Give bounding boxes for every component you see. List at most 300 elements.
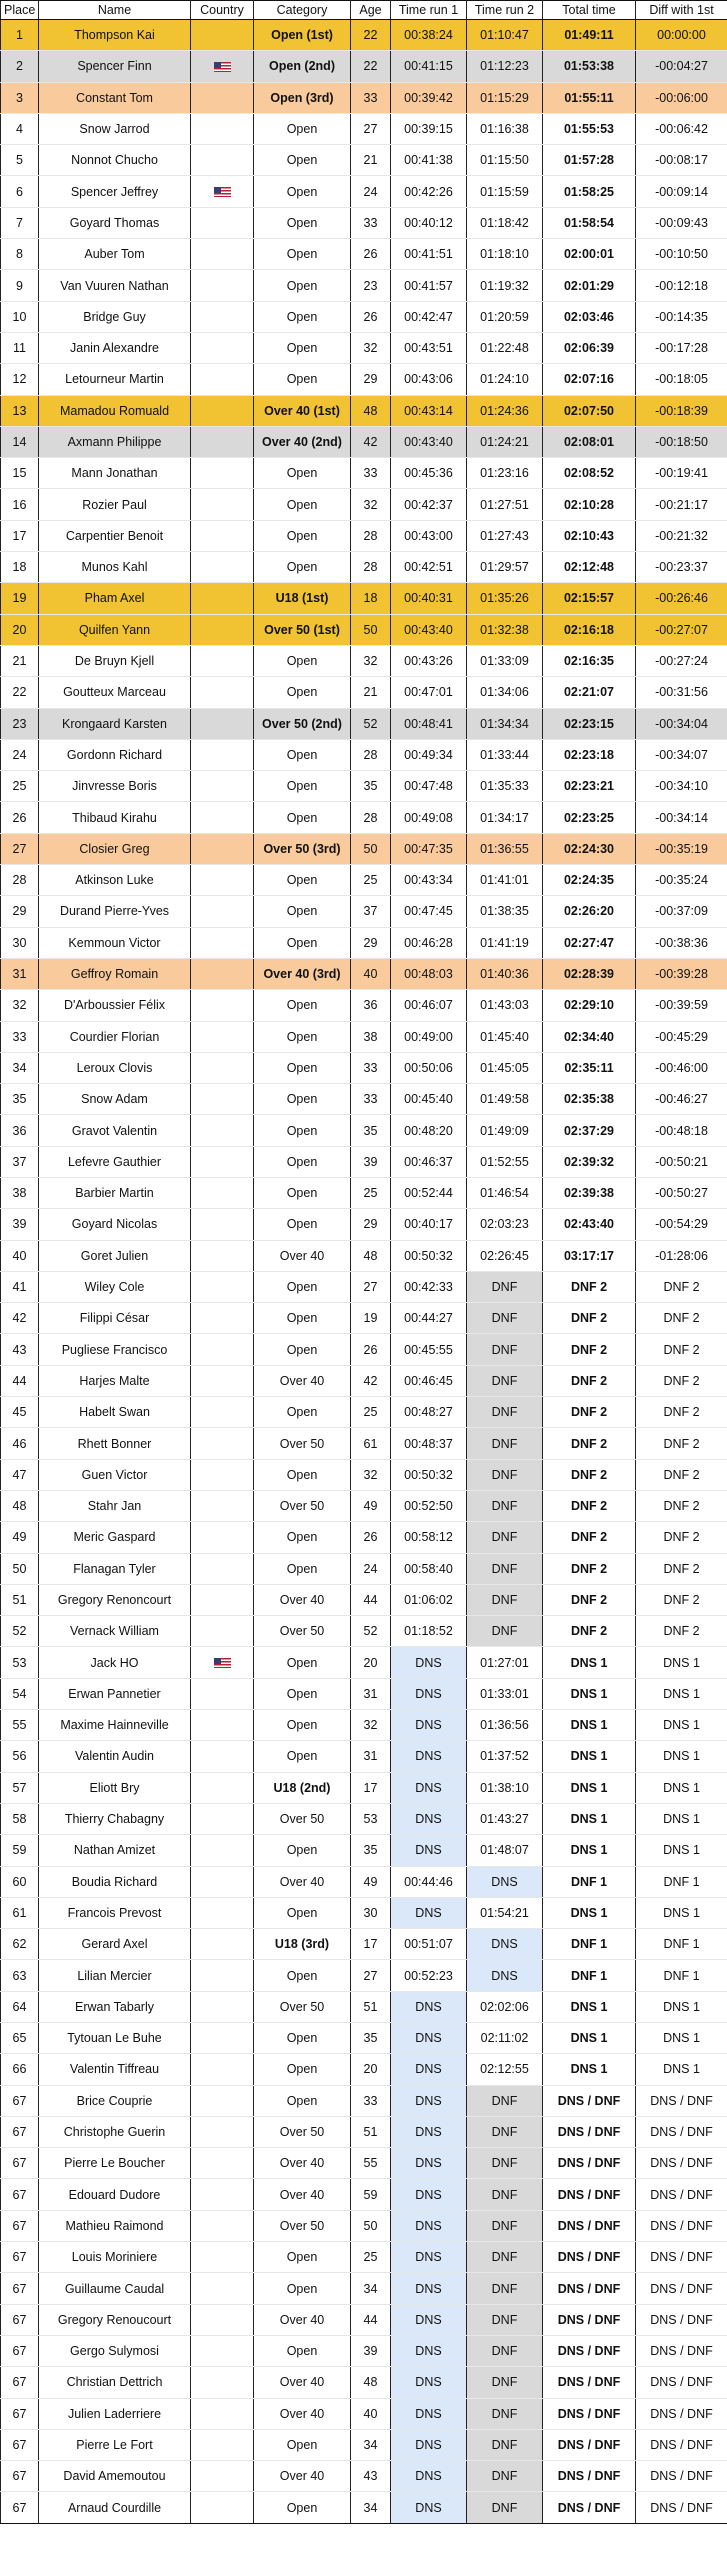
name-cell: Edouard Dudore [39,2179,191,2210]
total-time-cell: 02:12:48 [543,552,636,583]
age-cell: 26 [351,1334,391,1365]
country-cell [191,270,254,301]
table-row [1,990,727,1021]
place-cell: 14 [1,426,39,457]
age-cell: 22 [351,51,391,82]
age-cell: 33 [351,1084,391,1115]
time-run-2-cell: 01:52:55 [467,1146,543,1177]
country-cell [191,1177,254,1208]
name-cell: Spencer Finn [39,51,191,82]
total-time-cell: 02:23:21 [543,771,636,802]
country-cell [191,2273,254,2304]
table-row [1,1522,727,1553]
time-run-2-cell: 01:43:27 [467,1803,543,1834]
category-cell: Open [254,1115,351,1146]
header-row [1,1,727,20]
total-time-cell: 02:37:29 [543,1115,636,1146]
country-cell [191,1835,254,1866]
category-cell: Over 50 [254,1616,351,1647]
category-cell: Open [254,2273,351,2304]
country-cell [191,1271,254,1302]
country-cell [191,458,254,489]
category-cell: Open [254,1177,351,1208]
age-cell: 52 [351,708,391,739]
table-row [1,1616,727,1647]
category-cell: Open (1st) [254,20,351,51]
table-row [1,20,727,51]
time-run-2-cell: 01:41:01 [467,865,543,896]
category-cell: Open [254,1522,351,1553]
time-run-1-cell: DNS [391,2492,467,2523]
time-run-2-cell: DNF [467,1365,543,1396]
diff-cell: DNF 2 [636,1334,727,1365]
diff-cell: -00:26:46 [636,583,727,614]
diff-cell: DNS 1 [636,1897,727,1928]
total-time-cell: DNS 1 [543,2054,636,2085]
time-run-1-cell: 00:43:00 [391,520,467,551]
diff-cell: -00:04:27 [636,51,727,82]
time-run-2-cell: DNF [467,1459,543,1490]
total-time-cell: 02:43:40 [543,1209,636,1240]
time-run-2-cell: 01:34:06 [467,677,543,708]
total-time-cell: DNF 2 [543,1428,636,1459]
header-total-time: Total time [543,1,636,20]
category-cell: Open [254,176,351,207]
table-row [1,771,727,802]
name-cell: Pugliese Francisco [39,1334,191,1365]
name-cell: Mamadou Romuald [39,395,191,426]
age-cell: 34 [351,2429,391,2460]
place-cell: 53 [1,1647,39,1678]
country-cell [191,1772,254,1803]
name-cell: Flanagan Tyler [39,1553,191,1584]
age-cell: 48 [351,1240,391,1271]
table-row [1,1866,727,1897]
age-cell: 44 [351,2304,391,2335]
name-cell: Munos Kahl [39,552,191,583]
category-cell: Open [254,802,351,833]
place-cell: 19 [1,583,39,614]
diff-cell: -00:39:28 [636,958,727,989]
name-cell: Julien Laderriere [39,2398,191,2429]
category-cell: Over 50 [254,1991,351,2022]
category-cell: Over 50 (1st) [254,614,351,645]
time-run-1-cell: 00:46:37 [391,1146,467,1177]
header-time-run-1: Time run 1 [391,1,467,20]
time-run-1-cell: 00:45:40 [391,1084,467,1115]
table-row [1,2461,727,2492]
table-row [1,520,727,551]
table-row [1,395,727,426]
name-cell: Jinvresse Boris [39,771,191,802]
category-cell: Open [254,1146,351,1177]
diff-cell: -00:45:29 [636,1021,727,1052]
diff-cell: -00:09:14 [636,176,727,207]
name-cell: D'Arboussier Félix [39,990,191,1021]
diff-cell: DNF 2 [636,1428,727,1459]
table-row [1,833,727,864]
table-row [1,113,727,144]
category-cell: Over 50 (3rd) [254,833,351,864]
diff-cell: DNF 2 [636,1365,727,1396]
country-cell [191,2179,254,2210]
name-cell: Gravot Valentin [39,1115,191,1146]
total-time-cell: 01:49:11 [543,20,636,51]
time-run-2-cell: 01:24:21 [467,426,543,457]
table-row [1,1647,727,1678]
time-run-1-cell: DNS [391,1803,467,1834]
country-cell [191,1522,254,1553]
name-cell: Guillaume Caudal [39,2273,191,2304]
diff-cell: DNF 2 [636,1271,727,1302]
category-cell: Open [254,520,351,551]
age-cell: 21 [351,145,391,176]
diff-cell: -00:35:24 [636,865,727,896]
total-time-cell: DNF 2 [543,1490,636,1521]
category-cell: Open [254,2335,351,2366]
total-time-cell: 02:35:38 [543,1084,636,1115]
place-cell: 20 [1,614,39,645]
country-cell [191,1209,254,1240]
table-row [1,1303,727,1334]
table-row [1,708,727,739]
table-row [1,958,727,989]
total-time-cell: DNS / DNF [543,2304,636,2335]
diff-cell: -00:46:27 [636,1084,727,1115]
country-cell [191,1146,254,1177]
age-cell: 42 [351,1365,391,1396]
age-cell: 28 [351,520,391,551]
diff-cell: DNS 1 [636,1741,727,1772]
age-cell: 39 [351,1146,391,1177]
place-cell: 18 [1,552,39,583]
category-cell: Over 50 [254,1490,351,1521]
table-row [1,583,727,614]
total-time-cell: DNF 2 [543,1553,636,1584]
table-row [1,1334,727,1365]
place-cell: 67 [1,2148,39,2179]
name-cell: Krongaard Karsten [39,708,191,739]
time-run-1-cell: 00:40:12 [391,207,467,238]
time-run-1-cell: 00:50:32 [391,1459,467,1490]
age-cell: 21 [351,677,391,708]
total-time-cell: 02:34:40 [543,1021,636,1052]
time-run-1-cell: 00:43:14 [391,395,467,426]
name-cell: Gerard Axel [39,1929,191,1960]
category-cell: Over 40 [254,2367,351,2398]
table-row [1,2273,727,2304]
total-time-cell: 02:03:46 [543,301,636,332]
name-cell: David Amemoutou [39,2461,191,2492]
total-time-cell: DNS / DNF [543,2398,636,2429]
time-run-1-cell: 00:51:07 [391,1929,467,1960]
table-row [1,1271,727,1302]
time-run-1-cell: 00:42:33 [391,1271,467,1302]
table-row [1,1584,727,1615]
time-run-1-cell: 00:47:35 [391,833,467,864]
time-run-1-cell: 00:43:26 [391,645,467,676]
diff-cell: DNS 1 [636,1772,727,1803]
country-cell [191,583,254,614]
time-run-1-cell: DNS [391,2398,467,2429]
category-cell: Open [254,364,351,395]
place-cell: 48 [1,1490,39,1521]
country-cell [191,2210,254,2241]
time-run-1-cell: 00:48:41 [391,708,467,739]
country-cell [191,426,254,457]
category-cell: U18 (1st) [254,583,351,614]
category-cell: Open [254,458,351,489]
time-run-2-cell: 01:45:05 [467,1052,543,1083]
country-cell [191,82,254,113]
category-cell: Open [254,927,351,958]
name-cell: Goyard Thomas [39,207,191,238]
age-cell: 33 [351,458,391,489]
country-cell [191,1115,254,1146]
table-row [1,552,727,583]
country-cell [191,2335,254,2366]
category-cell: Open [254,1052,351,1083]
diff-cell: -00:21:32 [636,520,727,551]
total-time-cell: 02:15:57 [543,583,636,614]
table-row [1,2242,727,2273]
total-time-cell: DNF 2 [543,1334,636,1365]
country-cell [191,20,254,51]
country-cell [191,1428,254,1459]
place-cell: 3 [1,82,39,113]
time-run-1-cell: DNS [391,1897,467,1928]
time-run-1-cell: DNS [391,1991,467,2022]
time-run-2-cell: 01:46:54 [467,1177,543,1208]
table-row [1,82,727,113]
category-cell: Open [254,1021,351,1052]
place-cell: 45 [1,1397,39,1428]
time-run-1-cell: 00:43:06 [391,364,467,395]
category-cell: Open [254,2492,351,2523]
diff-cell: DNF 2 [636,1522,727,1553]
country-cell [191,2085,254,2116]
place-cell: 25 [1,771,39,802]
country-cell [191,332,254,363]
time-run-1-cell: 00:43:34 [391,865,467,896]
total-time-cell: 02:27:47 [543,927,636,958]
us-flag-icon [214,1658,231,1668]
name-cell: Valentin Tiffreau [39,2054,191,2085]
place-cell: 23 [1,708,39,739]
time-run-1-cell: 00:46:28 [391,927,467,958]
table-row [1,1084,727,1115]
table-row [1,176,727,207]
name-cell: Quilfen Yann [39,614,191,645]
name-cell: Maxime Hainneville [39,1710,191,1741]
name-cell: Axmann Philippe [39,426,191,457]
table-row [1,1929,727,1960]
place-cell: 16 [1,489,39,520]
category-cell: Open [254,677,351,708]
category-cell: Open [254,1741,351,1772]
country-cell [191,1459,254,1490]
header-place: Place [1,1,39,20]
age-cell: 42 [351,426,391,457]
name-cell: Carpentier Benoit [39,520,191,551]
table-row [1,1772,727,1803]
place-cell: 1 [1,20,39,51]
age-cell: 29 [351,364,391,395]
time-run-1-cell: DNS [391,2054,467,2085]
country-cell [191,1616,254,1647]
diff-cell: DNS / DNF [636,2148,727,2179]
time-run-1-cell: 00:48:03 [391,958,467,989]
table-row [1,2398,727,2429]
total-time-cell: 02:39:38 [543,1177,636,1208]
header-name: Name [39,1,191,20]
time-run-2-cell: 02:26:45 [467,1240,543,1271]
time-run-2-cell: DNF [467,2085,543,2116]
diff-cell: -00:50:27 [636,1177,727,1208]
diff-cell: DNF 1 [636,1960,727,1991]
age-cell: 35 [351,1115,391,1146]
country-cell [191,2304,254,2335]
age-cell: 51 [351,1991,391,2022]
country-cell [191,614,254,645]
name-cell: Goret Julien [39,1240,191,1271]
age-cell: 17 [351,1929,391,1960]
name-cell: Pham Axel [39,583,191,614]
table-row [1,1710,727,1741]
diff-cell: DNF 2 [636,1397,727,1428]
header-time-run-2: Time run 2 [467,1,543,20]
country-cell [191,2023,254,2054]
total-time-cell: 02:24:30 [543,833,636,864]
category-cell: Open [254,113,351,144]
country-cell [191,2367,254,2398]
name-cell: Jack HO [39,1647,191,1678]
table-row [1,927,727,958]
name-cell: Gordonn Richard [39,739,191,770]
country-cell [191,2429,254,2460]
time-run-2-cell: DNS [467,1929,543,1960]
age-cell: 26 [351,1522,391,1553]
age-cell: 29 [351,927,391,958]
age-cell: 37 [351,896,391,927]
time-run-2-cell: 01:38:10 [467,1772,543,1803]
time-run-1-cell: 00:48:20 [391,1115,467,1146]
place-cell: 30 [1,927,39,958]
category-cell: Open (2nd) [254,51,351,82]
time-run-2-cell: 01:49:09 [467,1115,543,1146]
total-time-cell: DNS 1 [543,1835,636,1866]
category-cell: Open [254,2429,351,2460]
category-cell: Open [254,1397,351,1428]
place-cell: 10 [1,301,39,332]
time-run-1-cell: 01:18:52 [391,1616,467,1647]
table-row [1,1177,727,1208]
place-cell: 34 [1,1052,39,1083]
diff-cell: DNS / DNF [636,2273,727,2304]
category-cell: Open [254,2023,351,2054]
time-run-1-cell: 00:47:01 [391,677,467,708]
age-cell: 19 [351,1303,391,1334]
time-run-2-cell: 01:48:07 [467,1835,543,1866]
country-cell [191,207,254,238]
age-cell: 61 [351,1428,391,1459]
age-cell: 28 [351,552,391,583]
time-run-1-cell: 00:50:06 [391,1052,467,1083]
age-cell: 32 [351,1710,391,1741]
table-row [1,1490,727,1521]
place-cell: 5 [1,145,39,176]
time-run-2-cell: DNF [467,2492,543,2523]
table-row [1,1991,727,2022]
time-run-2-cell: 01:10:47 [467,20,543,51]
place-cell: 54 [1,1678,39,1709]
age-cell: 40 [351,2398,391,2429]
name-cell: Nonnot Chucho [39,145,191,176]
diff-cell: DNF 2 [636,1584,727,1615]
name-cell: Christophe Guerin [39,2116,191,2147]
time-run-2-cell: DNF [467,2398,543,2429]
age-cell: 20 [351,2054,391,2085]
place-cell: 57 [1,1772,39,1803]
country-cell [191,739,254,770]
place-cell: 63 [1,1960,39,1991]
place-cell: 13 [1,395,39,426]
country-cell [191,1397,254,1428]
table-row [1,1678,727,1709]
time-run-2-cell: 01:29:57 [467,552,543,583]
category-cell: Open (3rd) [254,82,351,113]
place-cell: 43 [1,1334,39,1365]
total-time-cell: DNS 1 [543,1772,636,1803]
time-run-1-cell: DNS [391,1647,467,1678]
table-row [1,1365,727,1396]
age-cell: 22 [351,20,391,51]
total-time-cell: DNS 1 [543,1803,636,1834]
place-cell: 49 [1,1522,39,1553]
table-row [1,865,727,896]
time-run-1-cell: 00:49:34 [391,739,467,770]
diff-cell: -00:46:00 [636,1052,727,1083]
header-country: Country [191,1,254,20]
diff-cell: DNS 1 [636,1647,727,1678]
time-run-1-cell: 00:39:42 [391,82,467,113]
time-run-2-cell: 01:15:50 [467,145,543,176]
place-cell: 67 [1,2179,39,2210]
country-cell [191,489,254,520]
time-run-2-cell: DNF [467,1271,543,1302]
total-time-cell: 02:29:10 [543,990,636,1021]
name-cell: De Bruyn Kjell [39,645,191,676]
country-cell [191,2492,254,2523]
table-row [1,332,727,363]
time-run-2-cell: 01:36:56 [467,1710,543,1741]
total-time-cell: 02:23:25 [543,802,636,833]
time-run-1-cell: 00:52:44 [391,1177,467,1208]
diff-cell: -00:34:07 [636,739,727,770]
time-run-1-cell: 00:43:51 [391,332,467,363]
name-cell: Letourneur Martin [39,364,191,395]
category-cell: Open [254,207,351,238]
country-cell [191,802,254,833]
age-cell: 27 [351,113,391,144]
diff-cell: -00:12:18 [636,270,727,301]
age-cell: 35 [351,771,391,802]
place-cell: 7 [1,207,39,238]
table-row [1,2304,727,2335]
name-cell: Valentin Audin [39,1741,191,1772]
time-run-1-cell: 00:41:57 [391,270,467,301]
diff-cell: -00:09:43 [636,207,727,238]
